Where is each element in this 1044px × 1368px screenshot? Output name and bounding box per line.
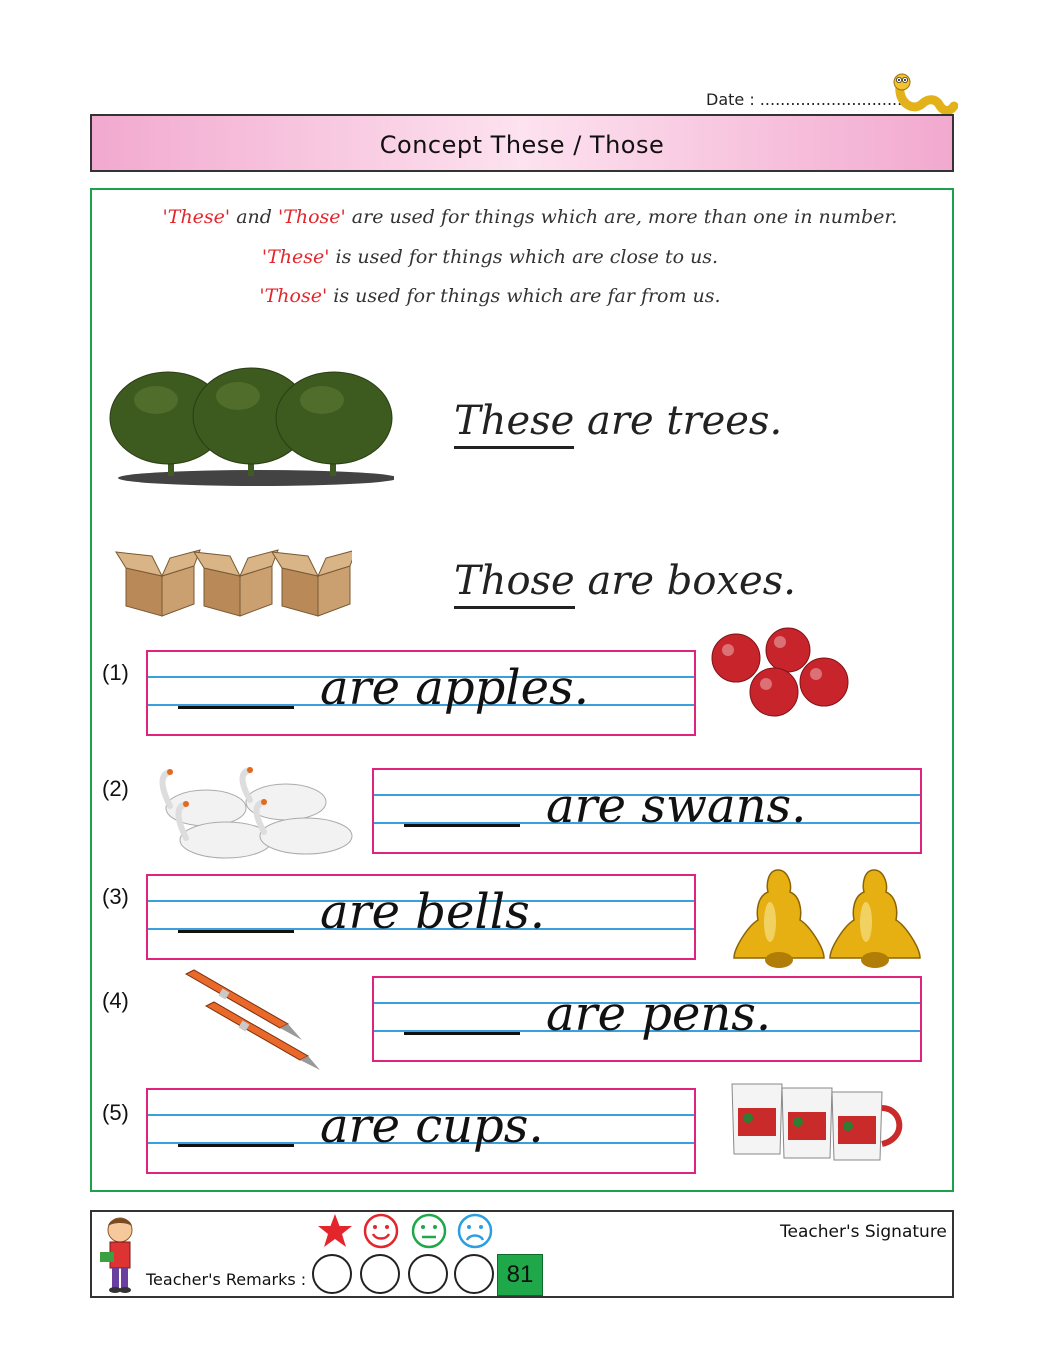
apples-image bbox=[708, 626, 852, 720]
pens-image bbox=[180, 966, 322, 1072]
date-label: Date : ............................... bbox=[706, 90, 918, 109]
bells-image bbox=[730, 862, 924, 974]
answer-line-2[interactable] bbox=[372, 768, 922, 854]
trees-image bbox=[108, 360, 394, 490]
blank-line bbox=[178, 706, 294, 709]
keyword-these: 'These' bbox=[261, 246, 330, 268]
happy-face-icon bbox=[362, 1212, 400, 1250]
question-number: (1) bbox=[102, 660, 129, 685]
keyword-these: 'These' bbox=[162, 206, 231, 228]
remarks-label: Teacher's Remarks : bbox=[146, 1270, 307, 1289]
question-number: (3) bbox=[102, 884, 129, 909]
blank-line bbox=[404, 824, 520, 827]
example-answer: These bbox=[454, 398, 574, 449]
question-number: (5) bbox=[102, 1100, 129, 1125]
neutral-face-icon bbox=[410, 1212, 448, 1250]
boxes-image bbox=[112, 546, 352, 620]
example-text: are trees. bbox=[574, 398, 783, 444]
remark-circle-happy[interactable] bbox=[360, 1254, 400, 1294]
worm-icon bbox=[892, 72, 958, 116]
intro-text: and bbox=[230, 206, 278, 228]
example-text: are boxes. bbox=[574, 558, 796, 604]
answer-line-4[interactable] bbox=[372, 976, 922, 1062]
swans-image bbox=[146, 766, 358, 862]
blank-line bbox=[178, 930, 294, 933]
boy-icon bbox=[96, 1214, 142, 1296]
sad-face-icon bbox=[456, 1212, 494, 1250]
question-number: (4) bbox=[102, 988, 129, 1013]
page-number: 81 bbox=[497, 1254, 543, 1296]
remark-circle-sad[interactable] bbox=[454, 1254, 494, 1294]
question-text: are swans. bbox=[546, 778, 807, 834]
question-number: (2) bbox=[102, 776, 129, 801]
signature-label: Teacher's Signature bbox=[780, 1222, 947, 1242]
example-sentence-2 bbox=[454, 558, 796, 609]
page-title: Concept These / Those bbox=[379, 131, 665, 159]
answer-line-5[interactable] bbox=[146, 1088, 696, 1174]
title-banner bbox=[90, 114, 954, 172]
question-text: are bells. bbox=[320, 884, 545, 940]
intro-line-1 bbox=[100, 206, 960, 228]
keyword-those: 'Those' bbox=[277, 206, 346, 228]
answer-line-1[interactable] bbox=[146, 650, 696, 736]
blank-line bbox=[404, 1032, 520, 1035]
remark-circle-star[interactable] bbox=[312, 1254, 352, 1294]
question-text: are pens. bbox=[546, 986, 772, 1042]
example-sentence-1 bbox=[454, 398, 782, 449]
star-icon bbox=[316, 1212, 354, 1250]
keyword-those: 'Those' bbox=[259, 285, 328, 307]
cups-image bbox=[726, 1074, 920, 1164]
example-answer: Those bbox=[454, 558, 575, 609]
question-text: are cups. bbox=[320, 1098, 544, 1154]
intro-text: is used for things which are far from us. bbox=[327, 285, 721, 307]
intro-text: are used for things which are, more than one in number. bbox=[345, 206, 898, 228]
intro-line-2 bbox=[60, 246, 920, 268]
intro-text: is used for things which are close to us. bbox=[329, 246, 719, 268]
answer-line-3[interactable] bbox=[146, 874, 696, 960]
blank-line bbox=[178, 1144, 294, 1147]
remark-circle-neutral[interactable] bbox=[408, 1254, 448, 1294]
question-text: are apples. bbox=[320, 660, 589, 716]
intro-line-3 bbox=[60, 285, 920, 307]
